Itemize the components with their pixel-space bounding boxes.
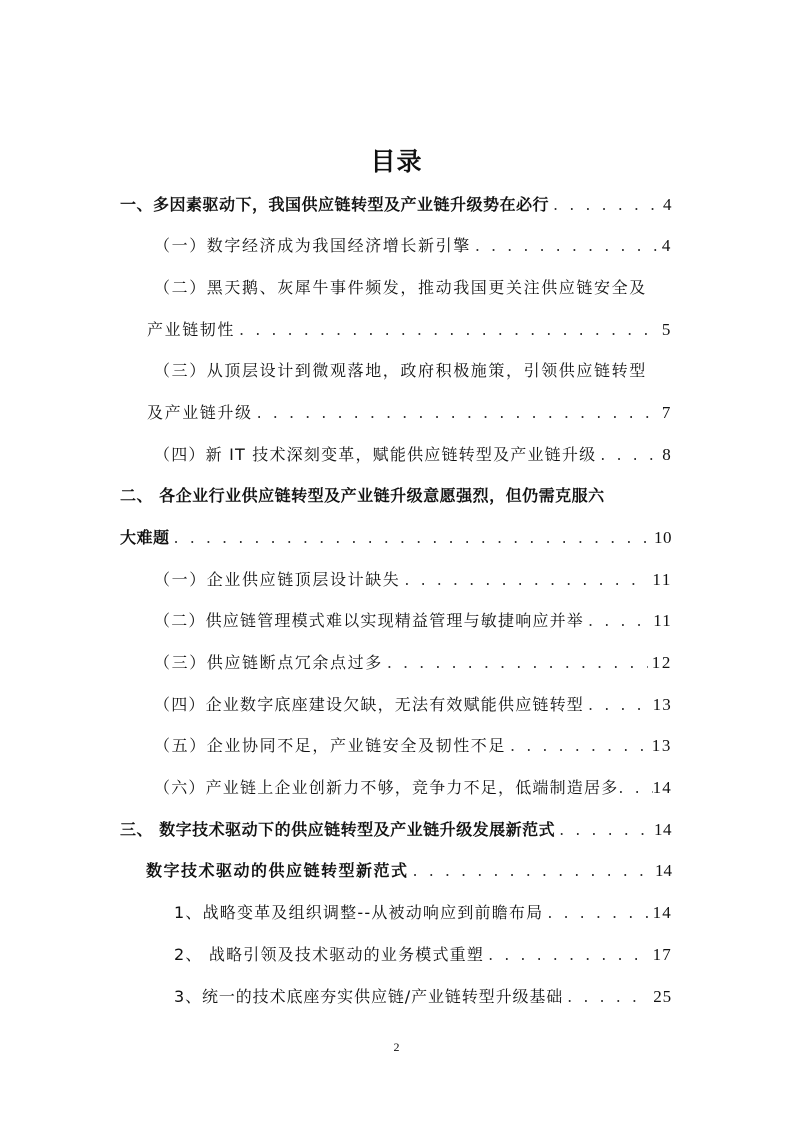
toc-entry[interactable]: [120, 602, 672, 632]
toc-entry[interactable]: [120, 311, 672, 341]
toc-entry[interactable]: [120, 936, 672, 966]
dot-leader: [588, 694, 649, 716]
toc-entry[interactable]: [120, 227, 672, 257]
dot-leader: [588, 610, 649, 632]
dot-leader: [567, 986, 649, 1008]
toc-entry-label: 2、 战略引领及技术驱动的业务模式重塑: [174, 945, 485, 964]
toc-entry-label: 一、多因素驱动下，我国供应链转型及产业链升级势在必行: [120, 195, 550, 214]
toc-entry-label: 大难题: [120, 528, 170, 547]
toc-entry[interactable]: [120, 436, 672, 466]
toc-entry[interactable]: [120, 978, 672, 1008]
toc-entry-first-line[interactable]: [120, 477, 672, 507]
toc-entry-label: （二）供应链管理模式难以实现精益管理与敏捷响应并举: [154, 611, 585, 630]
dot-leader: [404, 569, 648, 591]
toc-entry-page: 5: [661, 320, 672, 339]
toc-entry-page: 14: [652, 903, 672, 922]
toc-entry[interactable]: [120, 561, 672, 591]
toc-entry-page: 14: [652, 778, 672, 797]
toc-entry[interactable]: [120, 686, 672, 716]
toc-entry-page: 4: [661, 236, 672, 255]
dot-leader: [510, 735, 648, 757]
dot-leader: [600, 444, 658, 466]
toc-entry[interactable]: [120, 186, 672, 216]
toc-entry-page: 13: [651, 736, 672, 755]
toc-entry-page: 14: [655, 861, 672, 880]
dot-leader: [488, 944, 649, 966]
dot-leader: [257, 402, 658, 424]
toc-entry-page: 13: [652, 695, 672, 714]
toc-entry-label: （三）供应链断点冗余点过多: [154, 653, 383, 672]
toc-entry[interactable]: [120, 852, 672, 882]
toc-entry-page: 14: [654, 820, 672, 839]
toc-entry-first-line[interactable]: [120, 269, 672, 299]
toc-entry-page: 4: [663, 195, 672, 214]
toc-entry-label: （六）产业链上企业创新力不够，竞争力不足，低端制造居多: [154, 778, 619, 797]
dot-leader: [174, 527, 650, 549]
toc-entry[interactable]: [120, 769, 672, 799]
toc-entry-label: （一）数字经济成为我国经济增长新引擎: [154, 236, 471, 255]
dot-leader: [559, 819, 650, 841]
dot-leader: [239, 319, 658, 341]
toc-entry-page: 12: [651, 653, 672, 672]
toc-entry-label: 三、 数字技术驱动下的供应链转型及产业链升级发展新范式: [120, 820, 556, 839]
toc-entry[interactable]: [120, 519, 672, 549]
toc-entry-first-line[interactable]: [120, 352, 672, 382]
toc-entry-label: （五）企业协同不足，产业链安全及韧性不足: [154, 736, 507, 755]
toc-entry-label: 1、战略变革及组织调整--从被动响应到前瞻布局: [174, 903, 544, 922]
toc-entry[interactable]: [120, 811, 672, 841]
toc-entry[interactable]: [120, 644, 672, 674]
dot-leader: [553, 194, 659, 216]
dot-leader: [547, 902, 648, 924]
toc-entry-page: 11: [653, 611, 672, 630]
dot-leader: [475, 235, 658, 257]
toc-entry-label: （二）黑天鹅、灰犀牛事件频发，推动我国更关注供应链安全及: [154, 278, 647, 297]
toc-entry-label: （三）从顶层设计到微观落地，政府积极施策，引领供应链转型: [154, 361, 647, 380]
toc-entry[interactable]: [120, 894, 672, 924]
dot-leader: [413, 860, 651, 882]
toc-entry-label: 数字技术驱动的供应链转型新范式: [146, 861, 409, 880]
page-number: 2: [393, 1040, 400, 1054]
toc-entry-label: 及产业链升级: [147, 403, 253, 422]
toc-entry-label: 产业链韧性: [147, 320, 236, 339]
dot-leader: [387, 652, 648, 674]
toc-entry[interactable]: [120, 394, 672, 424]
toc-entry-page: 25: [653, 987, 672, 1006]
toc-entry-label: 3、统一的技术底座夯实供应链/产业链转型升级基础: [174, 987, 564, 1006]
toc-entry-label: （一）企业供应链顶层设计缺失: [154, 570, 401, 589]
toc-entry-page: 8: [662, 445, 672, 464]
toc-entry-label: （四）企业数字底座建设欠缺，无法有效赋能供应链转型: [154, 695, 585, 714]
toc-entry[interactable]: [120, 727, 672, 757]
page-title: 目录: [370, 147, 423, 176]
dot-leader: [618, 777, 652, 799]
toc-entry-page: 11: [652, 570, 672, 589]
toc-entry-label: 二、 各企业行业供应链转型及产业链升级意愿强烈，但仍需克服六: [120, 486, 605, 505]
toc-entry-label: （四）新 IT 技术深刻变革，赋能供应链转型及产业链升级: [154, 445, 597, 464]
toc-entry-page: 17: [652, 945, 672, 964]
toc-entry-page: 10: [654, 528, 672, 547]
toc-entry-page: 7: [661, 403, 672, 422]
